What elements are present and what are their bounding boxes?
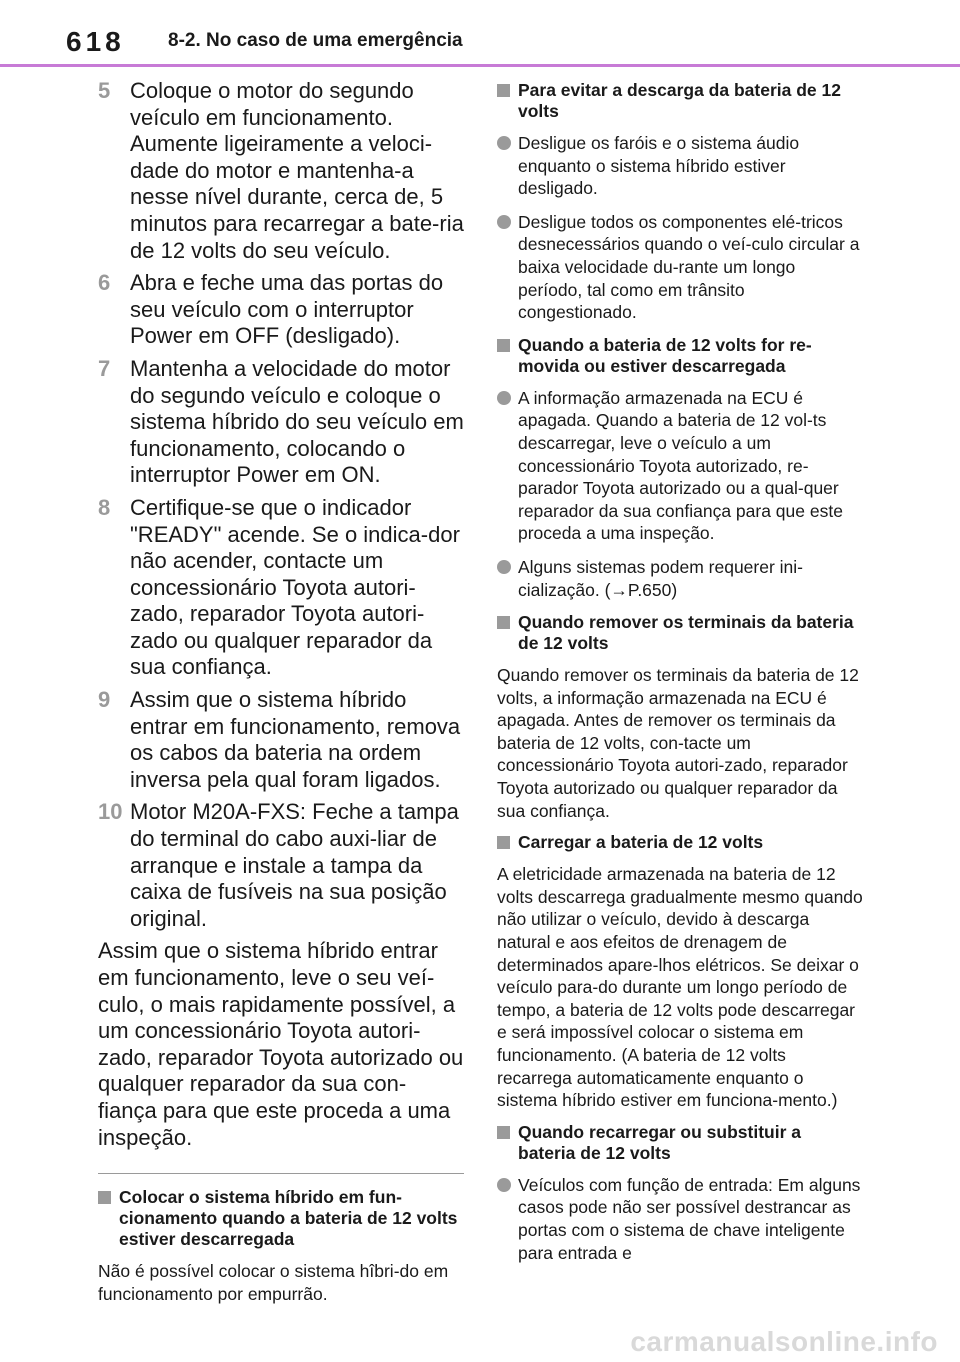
step-number: 6	[98, 270, 111, 296]
step-text: Assim que o sistema híbrido entrar em funcionamento, remova os cabos da bateria na ordem inversa pela qual foram ligados.	[130, 687, 461, 792]
square-bullet-icon	[497, 339, 510, 352]
step-number: 9	[98, 687, 111, 713]
subsection-heading	[497, 832, 863, 853]
closing-paragraph: Assim que o sistema híbrido entrar em funcionamento, leve o seu veí-culo, o mais rapidamente possível, a um concessionário Toyota autori-zado, reparador Toyota autorizado ou qualquer reparador da sua con-fiança para que este proceda a uma inspeção.	[98, 938, 464, 1150]
bullet-item	[497, 132, 863, 200]
heading-text: Carregar a bateria de 12 volts	[518, 832, 764, 853]
heading-text: Quando recarregar ou substituir a bateria de 12 volts	[518, 1121, 801, 1163]
bullet-item	[497, 387, 863, 545]
page-number: 618	[66, 26, 125, 57]
step-item	[98, 495, 464, 681]
circle-bullet-icon	[497, 391, 511, 405]
circle-bullet-icon	[497, 1178, 511, 1192]
step-text: Abra e feche uma das portas do seu veículo com o interruptor Power em OFF (desligado).	[130, 270, 444, 349]
bullet-text: Veículos com função de entrada: Em alguns casos pode não ser possível destrancar as portas com o sistema de chave inteligente para entrada e	[518, 1174, 861, 1263]
left-column	[98, 78, 464, 1315]
subsection-heading	[497, 80, 863, 122]
note-paragraph: Não é possível colocar o sistema hîbri-do em funcionamento por empurrão.	[98, 1261, 449, 1304]
step-item	[98, 270, 464, 350]
square-bullet-icon	[497, 1126, 510, 1139]
watermark: carmanualsonline.info	[630, 1326, 938, 1357]
step-item	[98, 356, 464, 489]
circle-bullet-icon	[497, 215, 511, 229]
heading-text: Para evitar a descarga da bateria de 12 volts	[518, 80, 841, 121]
square-bullet-icon	[497, 616, 510, 629]
subsection-heading	[497, 612, 863, 654]
step-text: Certifique-se que o indicador "READY" acende. Se o indica-dor não acender, contacte um concessionário Toyota autori-zado, reparador Toyota autori-zado ou qualquer reparador da sua confiança.	[130, 494, 460, 680]
circle-bullet-icon	[497, 136, 511, 150]
step-item	[98, 78, 464, 264]
step-number: 5	[98, 78, 111, 103]
section-divider	[98, 1173, 464, 1174]
heading-text: Quando a bateria de 12 volts for re-movida ou estiver descarregada	[518, 334, 812, 376]
note-heading	[98, 1187, 464, 1250]
bullet-text: Desligue todos os componentes elé-tricos desnecessários quando o veí-culo circular a baixa velocidade du-rante um longo período, tal como em trânsito congestionado.	[518, 211, 860, 323]
subsection-heading	[497, 1122, 863, 1164]
square-bullet-icon	[497, 836, 510, 849]
step-text: Mantenha a velocidade do motor do segundo veículo e coloque o sistema híbrido do seu veículo em funcionamento, colocando o interruptor Power em ON.	[130, 355, 464, 488]
right-column	[497, 80, 863, 1275]
bullet-item	[497, 211, 863, 324]
step-item	[98, 687, 464, 793]
bullet-item	[497, 1174, 863, 1264]
step-text: Motor M20A-FXS: Feche a tampa do terminal do cabo auxi-liar de arranque e instale a tampa da caixa de fusíveis na sua posição original.	[130, 799, 459, 931]
subsection-heading	[497, 335, 863, 377]
step-number: 7	[98, 355, 111, 381]
bullet-item	[497, 556, 863, 601]
section-title: 8-2. No caso de uma emergência	[168, 30, 463, 51]
note-heading-text: Colocar o sistema híbrido em fun-cionamento quando a bateria de 12 volts estiver descarregada	[119, 1187, 458, 1250]
bullet-text: Desligue os faróis e o sistema áudio enquanto o sistema híbrido estiver desligado.	[518, 133, 800, 199]
square-bullet-icon	[497, 84, 510, 97]
bullet-text: A informação armazenada na ECU é apagada. Quando a bateria de 12 vol-ts descarregar, leve o veículo a um concessionário Toyota autorizado, re-parador Toyota autorizado ou a qual-quer reparador da sua confiança para que este proceda a uma inspeção.	[518, 387, 843, 544]
paragraph: A eletricidade armazenada na bateria de 12 volts descarrega gradualmente mesmo quando não utilizar o veículo, devido à descarga natural e aos efeitos de drenagem de determinados apare-lhos elétricos. Se deixar o veículo para-do durante um longo período de tempo, a bateria de 12 volts pode descarregar e será impossível colocar o sistema em funcionamento. (A bateria de 12 volts recarrega automaticamente enquanto o sistema híbrido estiver em funciona-mento.)	[497, 864, 863, 1111]
step-number: 8	[98, 494, 111, 520]
square-bullet-icon	[98, 1191, 111, 1204]
step-text: Coloque o motor do segundo veículo em funcionamento. Aumente ligeiramente a veloci-dade do motor e mantenha-a nesse nível durante, cerca de, 5 minutos para recarregar a bate-ria de 12 volts do seu veículo.	[130, 78, 464, 263]
circle-bullet-icon	[497, 560, 511, 574]
heading-text: Quando remover os terminais da bateria de 12 volts	[518, 612, 854, 654]
header-divider	[0, 64, 960, 67]
page-header	[0, 0, 960, 72]
step-item	[98, 799, 464, 932]
bullet-text: Alguns sistemas podem requerer ini-cialização. (→P.650)	[518, 556, 803, 600]
paragraph: Quando remover os terminais da bateria de 12 volts, a informação armazenada na ECU é apagada. Antes de remover os terminais da bateria de 12 volts, con-tacte um concessionário Toyota autori-zado, reparador Toyota autorizado ou qualquer reparador da sua confiança.	[497, 665, 859, 821]
step-number: 10	[98, 799, 123, 825]
